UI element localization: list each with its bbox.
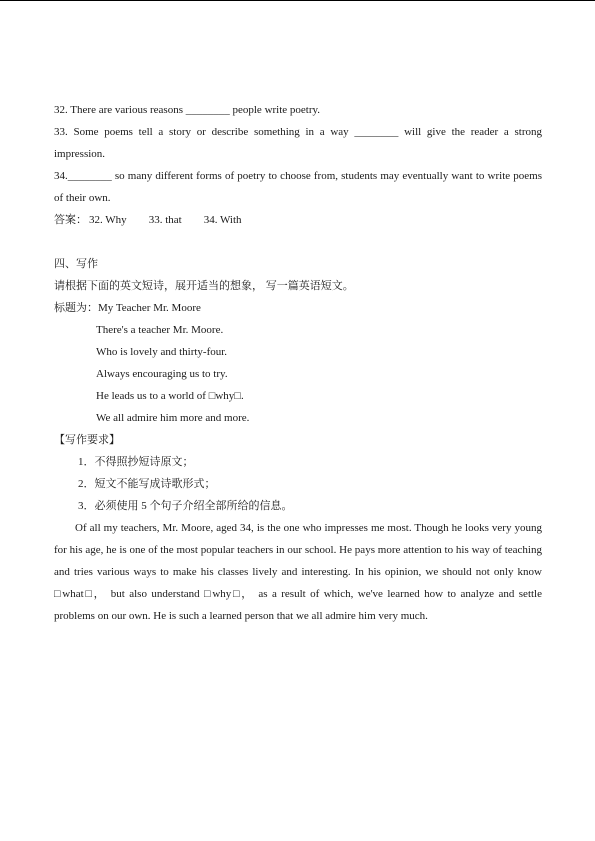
poem-line: There's a teacher Mr. Moore. xyxy=(96,324,224,336)
answer-34: 34. With xyxy=(203,214,242,226)
question-34: 34.________ so many different forms of poetry to choose from, students may eventually want to write poems of their own. xyxy=(54,170,542,204)
poem-line: We all admire him more and more. xyxy=(96,412,250,424)
section-title: 四、写作 xyxy=(54,258,98,270)
essay-title-line: 标题为：My Teacher Mr. Moore xyxy=(54,302,201,314)
answer-label: 答案： xyxy=(54,214,87,226)
question-32: 32. There are various reasons ________ people write poetry. xyxy=(54,104,321,116)
answer-33: 33. that xyxy=(148,214,182,226)
poem-line: Who is lovely and thirty-four. xyxy=(96,346,228,358)
requirement-item: 2．短文不能写成诗歌形式； xyxy=(78,478,216,490)
requirement-item: 1．不得照抄短诗原文； xyxy=(78,456,194,468)
answer-key xyxy=(54,209,542,231)
answer-32: 32. Why xyxy=(89,214,127,226)
writing-instruction: 请根据下面的英文短诗，展开适当的想象， 写一篇英语短文。 xyxy=(54,280,354,292)
spacer xyxy=(54,231,542,253)
poem-line: Always encouraging us to try. xyxy=(96,368,228,380)
sample-essay: Of all my teachers, Mr. Moore, aged 34, is the one who impresses me most. Though he looks very young for his age, he is one of the most popular teachers in our school. He pays more attention to his way of teaching and tries various ways to make his classes lively and interesting. In his opinion, we should not only know □what□， but also understand □why□， as a result of which, we've learned how to analyze and settle problems on our own. He is such a learned person that we all admire him very much. xyxy=(54,522,542,622)
requirements-title: 【写作要求】 xyxy=(54,434,120,446)
question-33: 33. Some poems tell a story or describe something in a way ________ will give the reader a strong impression. xyxy=(54,126,542,160)
poem-line: He leads us to a world of □why□. xyxy=(96,390,244,402)
document-body xyxy=(54,99,542,627)
top-rule xyxy=(0,0,595,1)
requirement-item: 3．必须使用 5 个句子介绍全部所给的信息。 xyxy=(78,500,293,512)
